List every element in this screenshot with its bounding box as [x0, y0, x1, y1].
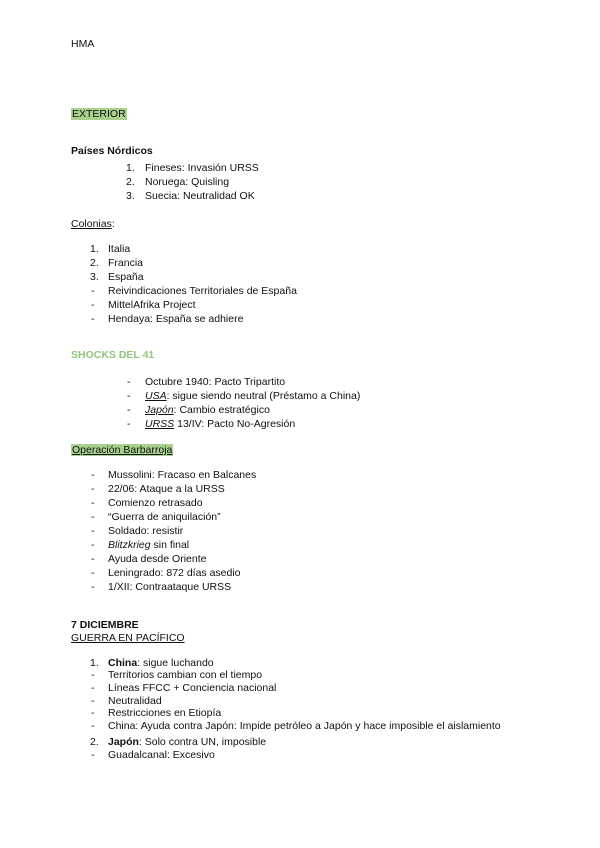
doc-header: HMA [71, 38, 95, 50]
list-marker: - [91, 511, 95, 523]
list-marker: 3. [126, 190, 135, 202]
section-heading-shocks: SHOCKS DEL 41 [71, 349, 155, 361]
list-marker: - [127, 376, 131, 388]
shock-text: 13/IV: Pacto No-Agresión [174, 418, 296, 430]
nordicos-title: Países Nórdicos [71, 145, 153, 157]
list-item: Hendaya: España se adhiere [108, 313, 244, 325]
list-item: 1/XII: Contraataque URSS [108, 581, 232, 593]
list-marker: - [127, 390, 131, 402]
list-item [145, 390, 360, 403]
list-item: Noruega: Quisling [145, 176, 230, 188]
list-item: Reivindicaciones Territoriales de España [108, 285, 297, 297]
list-marker: - [91, 299, 95, 311]
list-item [145, 404, 270, 417]
list-marker: - [91, 525, 95, 537]
list-marker: - [91, 497, 95, 509]
list-marker: - [91, 707, 95, 719]
shock-lead: Japón [145, 404, 174, 416]
list-item: España [108, 271, 144, 283]
item-text: : Solo contra UN, imposible [138, 736, 267, 748]
list-marker: - [127, 404, 131, 416]
list-marker: - [91, 581, 95, 593]
shock-text: : sigue siendo neutral (Préstamo a China) [166, 390, 361, 402]
list-marker: 2. [90, 257, 99, 269]
list-item [108, 539, 189, 552]
item-text: : sigue luchando [137, 657, 214, 669]
item-bold: China [108, 657, 138, 669]
list-item: Leningrado: 872 días asedio [108, 567, 241, 579]
shock-lead: USA [145, 390, 167, 402]
list-item: Comienzo retrasado [108, 497, 203, 509]
list-item: Neutralidad [108, 695, 162, 707]
list-marker: - [91, 695, 95, 707]
list-item: Fineses: Invasión URSS [145, 162, 259, 174]
list-item: “Guerra de aniquilación” [108, 511, 221, 523]
diciembre-subtitle: GUERRA EN PACÍFICO [71, 632, 185, 644]
list-marker: - [91, 720, 95, 732]
list-marker: 1. [90, 657, 99, 669]
shock-lead: URSS [145, 418, 175, 430]
list-item: Mussolini: Fracaso en Balcanes [108, 469, 257, 481]
list-item: Restricciones en Etiopía [108, 707, 222, 719]
list-marker: - [91, 669, 95, 681]
shock-text: : Cambio estratégico [173, 404, 270, 416]
item-bold: Japón [108, 736, 139, 748]
list-item: Ayuda desde Oriente [108, 553, 207, 565]
list-marker: - [91, 285, 95, 297]
list-item [108, 736, 266, 749]
list-item: Italia [108, 243, 131, 255]
exterior-heading-text: EXTERIOR [72, 108, 126, 120]
list-item: MittelAfrika Project [108, 299, 196, 311]
diciembre-title: 7 DICIEMBRE [71, 619, 139, 631]
list-item: China: Ayuda contra Japón: Impide petróleo a Japón y hace imposible el aislamiento [108, 720, 501, 732]
list-marker: - [127, 418, 131, 430]
list-marker: - [91, 483, 95, 495]
barbarroja-heading-text: Operación Barbarroja [72, 444, 173, 456]
section-heading-barbarroja [71, 444, 173, 457]
colonias-title-text: Colonias [71, 218, 112, 230]
list-item: 22/06: Ataque a la URSS [108, 483, 225, 495]
list-marker: 1. [126, 162, 135, 174]
list-item: Suecia: Neutralidad OK [145, 190, 255, 202]
list-marker: 3. [90, 271, 99, 283]
list-marker: - [91, 469, 95, 481]
list-item: Territorios cambian con el tiempo [108, 669, 263, 681]
list-item: Soldado: resistir [108, 525, 184, 537]
italic-term: Blitzkrieg [108, 539, 151, 551]
list-marker: - [91, 682, 95, 694]
list-marker: - [91, 749, 95, 761]
list-item [145, 418, 295, 431]
colonias-title-suffix: : [111, 218, 115, 230]
list-marker: 2. [126, 176, 135, 188]
list-marker: - [91, 553, 95, 565]
list-marker: - [91, 567, 95, 579]
list-item: Líneas FFCC + Conciencia nacional [108, 682, 277, 694]
list-item: Guadalcanal: Excesivo [108, 749, 215, 761]
list-marker: - [91, 539, 95, 551]
list-marker: 1. [90, 243, 99, 255]
list-item: Francia [108, 257, 144, 269]
list-item: Octubre 1940: Pacto Tripartito [145, 376, 286, 388]
list-marker: 2. [90, 736, 99, 748]
list-marker: - [91, 313, 95, 325]
item-text: sin final [150, 539, 190, 551]
section-heading-exterior [71, 108, 127, 121]
colonias-title [71, 218, 115, 231]
